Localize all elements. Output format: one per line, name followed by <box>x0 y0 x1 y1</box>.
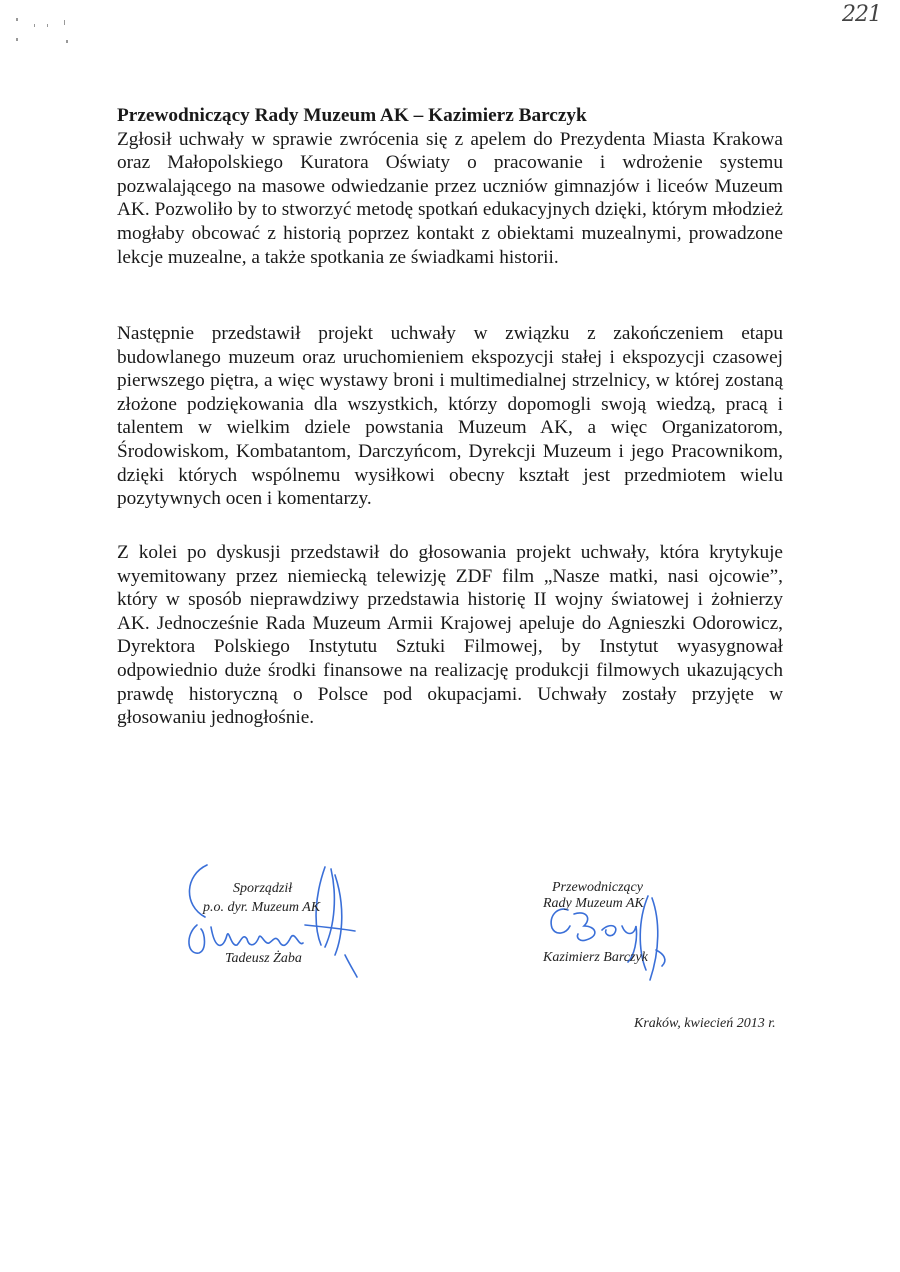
paragraph-text: Zgłosił uchwały w sprawie zwrócenia się z apelem do Prezydenta Miasta Krakowa oraz Małopolskiego Kuratora Oświaty o pracowanie i wdrożenie systemu pozwalającego na masowe odwiedzanie przez uczniów gimnazjów i liceów Muzeum AK. Pozwoliło by to stworzyć metodę spotkań edukacyjnych dzięki, którym młodzież mogłaby obcować z historią poprzez kontakt z obiektami muzealnymi, prowadzone lekcje muzealne, a także spotkania ze świadkami historii. <box>117 128 783 268</box>
scan-specks <box>12 14 72 54</box>
paragraph-1 <box>117 104 783 269</box>
signature-role-line2: p.o. dyr. Muzeum AK <box>203 900 321 915</box>
page-number: 221 <box>842 2 881 27</box>
signature-role-line2: Rady Muzeum AK <box>543 896 644 911</box>
paragraph-text: Następnie przedstawił projekt uchwały w związku z zakończeniem etapu budowlanego muzeum oraz uruchomieniem ekspozycji stałej i ekspozycji czasowej pierwszego piętra, a więc wystawy broni i multimedialnej strzelnicy, w której zostaną złożone podziękowania dla wszystkich, którzy dopomogli swoją wiedzą, pracą i talentem w wielkim dziele powstania Muzeum AK, a więc Organizatorom, Środowiskom, Kombatantom, Darczyńcom, Dyrekcji Muzeum i jego Pracownikom, dzięki których wspólnemu wysiłkowi obecny kształt jest przedmiotem wielu pozytywnych ocen i komentarzy. <box>117 323 783 510</box>
signature-role-line1: Sporządził <box>233 881 293 896</box>
paragraph-2 <box>117 322 783 511</box>
signature-name: Tadeusz Żaba <box>225 951 302 966</box>
signature-block-right <box>530 870 710 990</box>
signature-role-line1: Przewodniczący <box>552 880 643 895</box>
paragraph-3 <box>117 541 783 730</box>
place-and-date: Kraków, kwiecień 2013 r. <box>634 1016 776 1031</box>
signature-name: Kazimierz Barczyk <box>543 950 648 965</box>
paragraph-text: Z kolei po dyskusji przedstawił do głosowania projekt uchwały, która krytykuje wyemitowany przez niemiecką telewizję ZDF film „Nasze matki, nasi ojcowie”, który w sposób nieprawdziwy przedstawia historię II wojny światowej i żołnierzy AK. Jednocześnie Rada Muzeum Armii Krajowej apeluje do Agnieszki Odorowicz, Dyrektora Polskiego Instytutu Sztuki Filmowej, by Instytut wyasygnował odpowiednio duże środki finansowe na realizację produkcji filmowych ukazujących prawdę historyczną o Polsce pod okupacjami. Uchwały zostały przyjęte w głosowaniu jednogłośnie. <box>117 542 783 729</box>
section-heading: Przewodniczący Rady Muzeum AK – Kazimierz Barczyk <box>117 105 587 126</box>
signature-block-left <box>175 855 375 975</box>
